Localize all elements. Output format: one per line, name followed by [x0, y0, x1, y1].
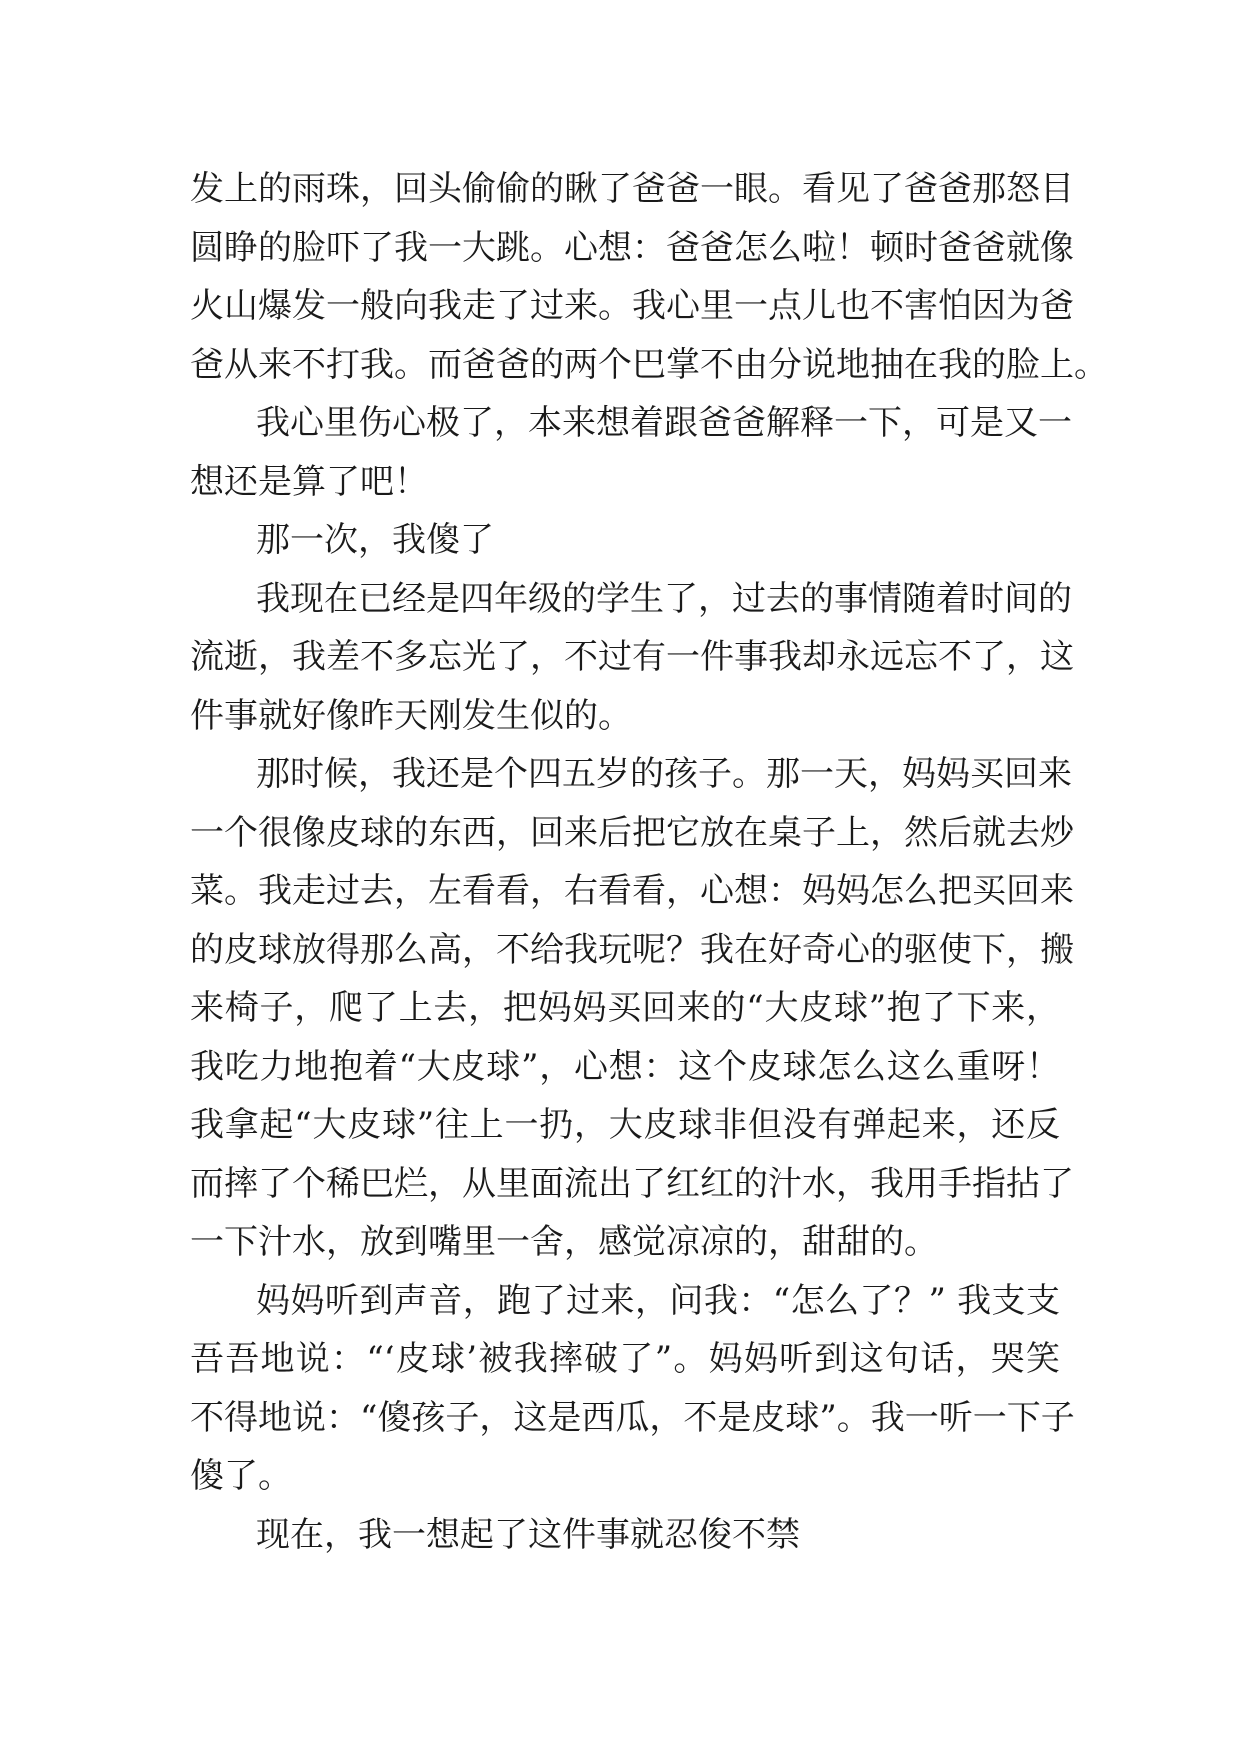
text-line: 那一次，我傻了 — [256, 520, 494, 560]
text-line: 妈妈听到声音，跑了过来，问我：“怎么了？” 我支支 — [256, 1280, 1060, 1321]
text-line: 菜。我走过去，左看看，右看看，心想：妈妈怎么把买回来 — [190, 871, 1074, 911]
text-line: 我心里伤心极了，本来想着跟爸爸解释一下，可是又一 — [256, 403, 1072, 443]
text-line: 我吃力地抱着“大皮球”，心想：这个皮球怎么这么重呀！ — [190, 1046, 1060, 1087]
text-line: 傻了。 — [190, 1456, 292, 1496]
document-page — [190, 160, 1108, 1564]
text-line: 不得地说：“傻孩子，这是西瓜，不是皮球”。我一听一下子 — [190, 1397, 1075, 1438]
text-line: 一个很像皮球的东西，回来后把它放在桌子上，然后就去炒 — [190, 812, 1074, 853]
text-line: 想还是算了吧！ — [190, 461, 428, 502]
text-line: 一下汁水，放到嘴里一舍，感觉凉凉的，甜甜的。 — [190, 1222, 938, 1262]
text-line: 流逝，我差不多忘光了，不过有一件事我却永远忘不了，这 — [190, 637, 1074, 677]
text-line: 那时候，我还是个四五岁的孩子。那一天，妈妈买回来 — [256, 754, 1072, 794]
text-line: 现在，我一想起了这件事就忍俊不禁 — [256, 1514, 800, 1555]
text-line: 来椅子，爬了上去，把妈妈买回来的“大皮球”抱了下来， — [190, 988, 1060, 1028]
text-line: 而摔了个稀巴烂，从里面流出了红红的汁水，我用手指拈了 — [190, 1163, 1074, 1204]
text-line: 我现在已经是四年级的学生了，过去的事情随着时间的 — [256, 578, 1072, 619]
text-line: 爸从来不打我。而爸爸的两个巴掌不由分说地抽在我的脸上。 — [190, 344, 1108, 385]
text-line: 的皮球放得那么高，不给我玩呢？我在好奇心的驱使下，搬 — [190, 929, 1074, 970]
text-line: 我拿起“大皮球”往上一扔，大皮球非但没有弹起来，还反 — [190, 1105, 1060, 1145]
text-line: 火山爆发一般向我走了过来。我心里一点儿也不害怕因为爸 — [190, 286, 1074, 326]
text-line: 件事就好像昨天刚发生似的。 — [190, 695, 632, 736]
text-line: 吾吾地说：“‘皮球’被我摔破了”。妈妈听到这句话，哭笑 — [190, 1339, 1060, 1379]
text-line: 圆睁的脸吓了我一大跳。心想：爸爸怎么啦！顿时爸爸就像 — [190, 227, 1074, 268]
text-line: 发上的雨珠，回头偷偷的瞅了爸爸一眼。看见了爸爸那怒目 — [190, 169, 1074, 209]
